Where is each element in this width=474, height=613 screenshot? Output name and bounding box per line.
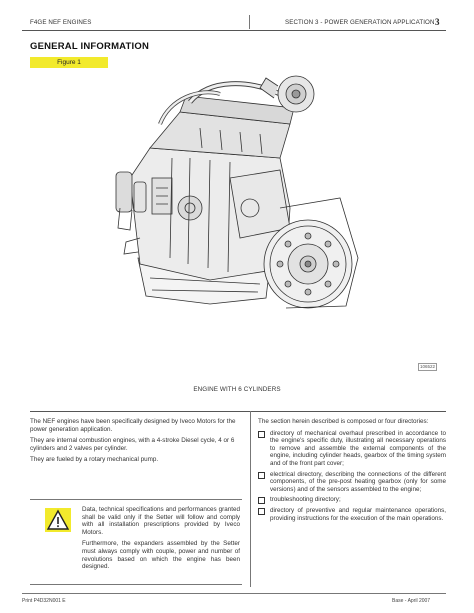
running-header-left: F4GE NEF ENGINES bbox=[30, 19, 92, 26]
list-item-text: directory of preventive and regular maintenance operations, providing instructions for the execution of the main operations. bbox=[270, 507, 446, 522]
running-header-section: SECTION 3 - POWER GENERATION APPLICATION bbox=[285, 19, 435, 26]
image-reference: 106522 bbox=[420, 364, 436, 369]
warning-triangle-icon bbox=[45, 508, 71, 532]
footer-edition: Base - April 2007 bbox=[392, 598, 431, 604]
list-item bbox=[258, 471, 446, 494]
header-divider bbox=[249, 15, 250, 29]
list-item-text: directory of mechanical overhaul prescribed in accordance to the engine's specific duty, illustrating all necessary operations to remove and assemble the external components of the engine, including cylinder heads, gearbox of the timing system and of the front part cover; bbox=[270, 429, 446, 467]
body-top-rule bbox=[30, 411, 446, 412]
intro-paragraph-3: They are fueled by a rotary mechanical pump. bbox=[30, 456, 159, 464]
intro-paragraph-1: The NEF engines have been specifically designed by Iveco Motors for the power generation application. bbox=[30, 418, 236, 433]
figure-caption: ENGINE WITH 6 CYLINDERS bbox=[193, 386, 281, 393]
column-divider bbox=[250, 411, 251, 587]
footer-rule bbox=[22, 593, 446, 594]
page-number: 3 bbox=[435, 17, 440, 27]
checkbox-bullet-icon bbox=[258, 431, 265, 438]
intro-paragraph-2: They are internal combustion engines, with a 4-stroke Diesel cycle, 4 or 6 cylinders and 2 valves per cylinder. bbox=[30, 437, 235, 452]
engine-illustration bbox=[90, 58, 380, 348]
header-rule bbox=[22, 30, 446, 31]
warning-paragraph-2: Furthermore, the expanders assembled by the Setter must always comply with couple, power and number of revolutions based on which the engine has been designed. bbox=[82, 540, 240, 571]
list-item-text: electrical directory, describing the connections of the different components, of the pre-post heating gearbox (only for some versions) and of the sensors assembled to the engine; bbox=[270, 470, 446, 493]
page-title: GENERAL INFORMATION bbox=[30, 41, 150, 52]
checkbox-bullet-icon bbox=[258, 472, 265, 479]
warning-top-rule bbox=[30, 499, 242, 500]
figure-tag: Figure 1 bbox=[30, 57, 108, 68]
list-item bbox=[258, 430, 446, 468]
list-item-text: troubleshooting directory; bbox=[270, 496, 341, 504]
directories-intro: The section herein described is composed or four directories: bbox=[258, 418, 429, 425]
checkbox-bullet-icon bbox=[258, 497, 265, 504]
list-item bbox=[258, 496, 446, 504]
warning-bottom-rule bbox=[30, 584, 242, 585]
checkbox-bullet-icon bbox=[258, 508, 265, 515]
footer-print-code: Print P4D32N001 E bbox=[22, 598, 66, 604]
right-column bbox=[258, 418, 446, 526]
warning-paragraph-1: Data, technical specifications and performances granted shall be valid only if the Setter will follow and comply with all installation prescriptions provided by Iveco Motors. bbox=[82, 506, 240, 536]
warning-text bbox=[82, 506, 240, 575]
left-column bbox=[30, 418, 242, 468]
list-item bbox=[258, 507, 446, 522]
